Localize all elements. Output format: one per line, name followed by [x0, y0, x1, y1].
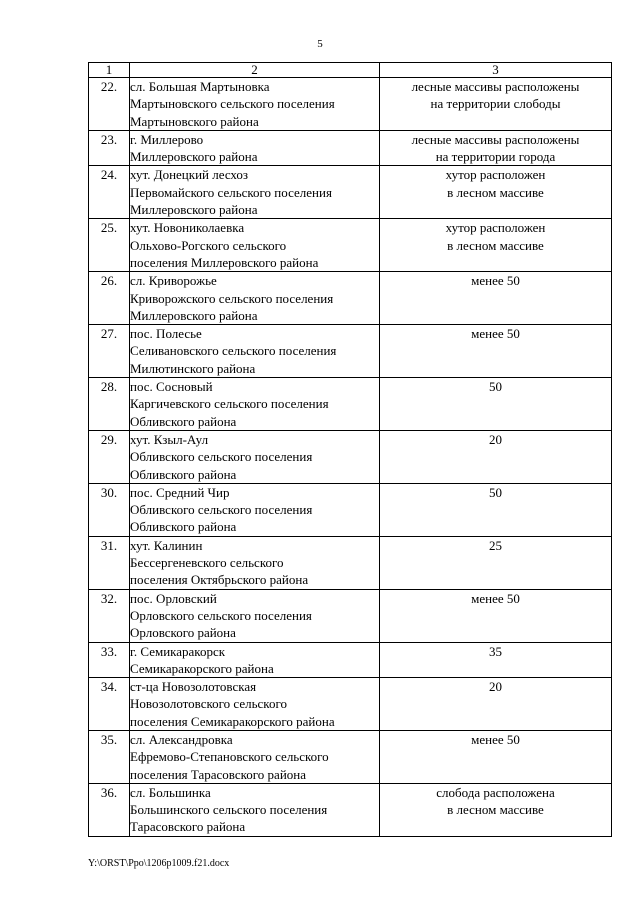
row-number: 29.	[89, 430, 130, 483]
settlement-name: г. Семикаракорск Семикаракорского района	[130, 642, 380, 678]
table-row	[89, 219, 612, 272]
table-row	[89, 272, 612, 325]
settlement-name: пос. Полесье Селивановского сельского поселения Милютинского района	[130, 325, 380, 378]
file-path-footer: Y:\ORST\Ppo\1206p1009.f21.docx	[88, 858, 230, 869]
distance-value: 50	[380, 483, 612, 536]
distance-value: слобода расположена в лесном массиве	[380, 783, 612, 836]
settlement-name: сл. Криворожье Криворожского сельского поселения Миллеровского района	[130, 272, 380, 325]
distance-value: лесные массивы расположены на территории слободы	[380, 78, 612, 131]
row-number: 36.	[89, 783, 130, 836]
distance-value: менее 50	[380, 272, 612, 325]
settlement-name: пос. Сосновый Каргичевского сельского поселения Обливского района	[130, 378, 380, 431]
settlements-table	[88, 62, 612, 837]
table-row	[89, 783, 612, 836]
distance-value: хутор расположен в лесном массиве	[380, 166, 612, 219]
settlement-name: хут. Кзыл-Аул Обливского сельского поселения Обливского района	[130, 430, 380, 483]
row-number: 32.	[89, 589, 130, 642]
table-row	[89, 378, 612, 431]
distance-value: менее 50	[380, 325, 612, 378]
settlement-name: сл. Большинка Большинского сельского поселения Тарасовского района	[130, 783, 380, 836]
table-row	[89, 430, 612, 483]
settlement-name: сл. Большая Мартыновка Мартыновского сельского поселения Мартыновского района	[130, 78, 380, 131]
table-row	[89, 130, 612, 166]
settlement-name: сл. Александровка Ефремово-Степановского сельского поселения Тарасовского района	[130, 730, 380, 783]
distance-value: лесные массивы расположены на территории города	[380, 130, 612, 166]
row-number: 30.	[89, 483, 130, 536]
row-number: 31.	[89, 536, 130, 589]
page-number: 5	[317, 38, 323, 50]
distance-value: 50	[380, 378, 612, 431]
distance-value: 20	[380, 678, 612, 731]
row-number: 22.	[89, 78, 130, 131]
table-row	[89, 78, 612, 131]
distance-value: 20	[380, 430, 612, 483]
settlement-name: пос. Средний Чир Обливского сельского поселения Обливского района	[130, 483, 380, 536]
row-number: 35.	[89, 730, 130, 783]
table-header-row	[89, 63, 612, 78]
table-row	[89, 642, 612, 678]
distance-value: менее 50	[380, 730, 612, 783]
column-header-3: 3	[380, 63, 612, 78]
row-number: 26.	[89, 272, 130, 325]
distance-value: хутор расположен в лесном массиве	[380, 219, 612, 272]
distance-value: 25	[380, 536, 612, 589]
table-row	[89, 730, 612, 783]
row-number: 23.	[89, 130, 130, 166]
distance-value: 35	[380, 642, 612, 678]
settlement-name: хут. Новониколаевка Ольхово-Рогского сельского поселения Миллеровского района	[130, 219, 380, 272]
row-number: 27.	[89, 325, 130, 378]
table-body	[89, 78, 612, 837]
table-row	[89, 536, 612, 589]
table-row	[89, 589, 612, 642]
row-number: 24.	[89, 166, 130, 219]
settlement-name: хут. Донецкий лесхоз Первомайского сельского поселения Миллеровского района	[130, 166, 380, 219]
table-row	[89, 483, 612, 536]
settlement-name: пос. Орловский Орловского сельского поселения Орловского района	[130, 589, 380, 642]
table-row	[89, 678, 612, 731]
row-number: 33.	[89, 642, 130, 678]
table-row	[89, 325, 612, 378]
row-number: 34.	[89, 678, 130, 731]
row-number: 25.	[89, 219, 130, 272]
settlement-name: хут. Калинин Бессергеневского сельского поселения Октябрьского района	[130, 536, 380, 589]
settlement-name: ст-ца Новозолотовская Новозолотовского сельского поселения Семикаракорского района	[130, 678, 380, 731]
column-header-2: 2	[130, 63, 380, 78]
settlement-name: г. Миллерово Миллеровского района	[130, 130, 380, 166]
table-row	[89, 166, 612, 219]
row-number: 28.	[89, 378, 130, 431]
column-header-1: 1	[89, 63, 130, 78]
distance-value: менее 50	[380, 589, 612, 642]
